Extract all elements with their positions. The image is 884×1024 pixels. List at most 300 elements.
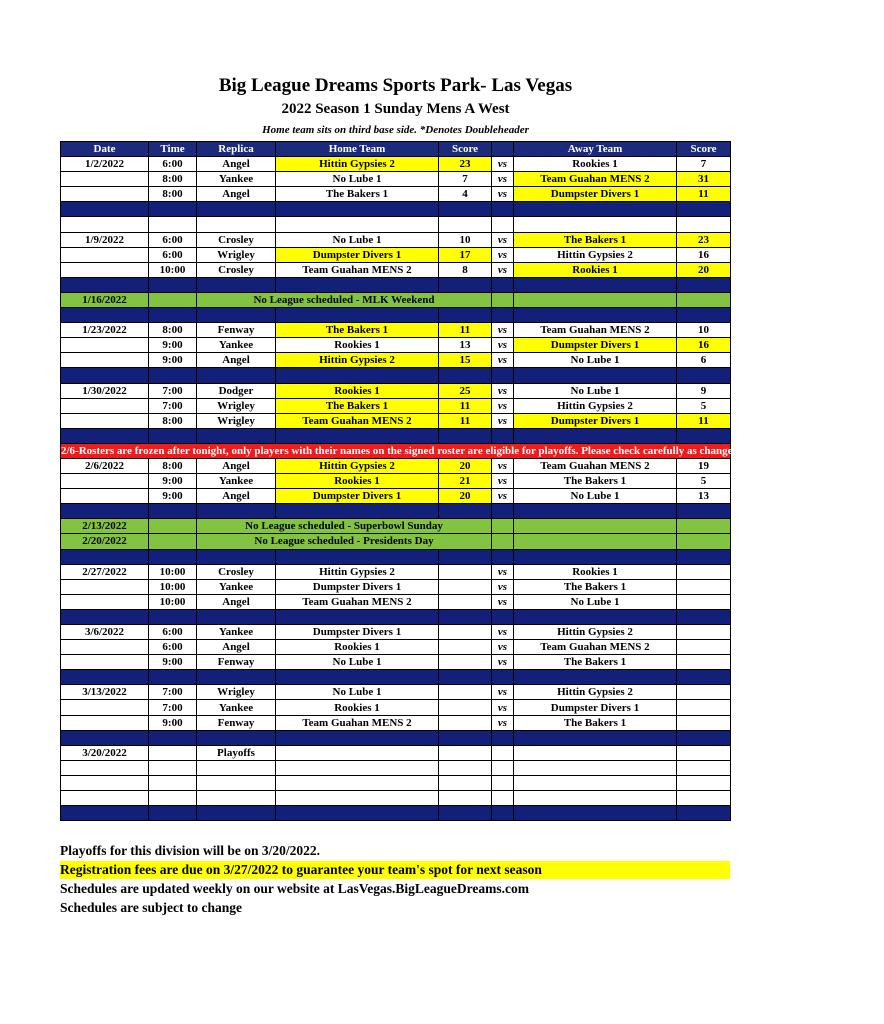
week-divider-row bbox=[61, 308, 731, 323]
empty-cell bbox=[514, 760, 677, 775]
schedule-note: Home team sits on third base side. *Denotes Doubleheader bbox=[262, 124, 529, 136]
game-row bbox=[61, 655, 731, 670]
empty-cell bbox=[439, 791, 492, 806]
date-cell: 3/20/2022 bbox=[61, 745, 149, 760]
divider-cell bbox=[492, 202, 514, 217]
empty-cell bbox=[276, 791, 439, 806]
away-score-cell: 9 bbox=[677, 383, 731, 398]
divider-cell bbox=[677, 670, 731, 685]
home-score-cell bbox=[439, 715, 492, 730]
col-header-vs bbox=[492, 142, 514, 157]
replica-cell: Yankee bbox=[197, 338, 276, 353]
divider-cell bbox=[514, 806, 677, 821]
week-divider-row bbox=[61, 202, 731, 217]
divider-cell bbox=[61, 308, 149, 323]
divider-cell bbox=[149, 730, 197, 745]
empty-cell bbox=[149, 775, 197, 790]
date-cell bbox=[61, 700, 149, 715]
divider-cell bbox=[149, 277, 197, 292]
game-row bbox=[61, 262, 731, 277]
divider-cell bbox=[439, 806, 492, 821]
date-cell bbox=[61, 715, 149, 730]
empty-cell bbox=[61, 217, 149, 232]
divider-cell bbox=[677, 609, 731, 624]
game-row bbox=[61, 594, 731, 609]
page-title: Big League Dreams Sports Park- Las Vegas bbox=[218, 75, 573, 96]
replica-cell: Fenway bbox=[197, 715, 276, 730]
empty-cell bbox=[514, 775, 677, 790]
date-cell bbox=[61, 474, 149, 489]
divider-cell bbox=[492, 428, 514, 443]
divider-cell bbox=[61, 368, 149, 383]
away-score-cell: 20 bbox=[677, 262, 731, 277]
game-row bbox=[61, 187, 731, 202]
replica-cell: Crosley bbox=[197, 262, 276, 277]
empty-cell bbox=[439, 775, 492, 790]
home-team-cell: Team Guahan MENS 2 bbox=[276, 715, 439, 730]
home-score-cell: 15 bbox=[439, 353, 492, 368]
away-score-cell: 16 bbox=[677, 338, 731, 353]
divider-cell bbox=[276, 609, 439, 624]
away-team-cell bbox=[514, 745, 677, 760]
divider-cell bbox=[61, 730, 149, 745]
page-subtitle: 2022 Season 1 Sunday Mens A West bbox=[281, 101, 510, 117]
divider-cell bbox=[514, 549, 677, 564]
vs-cell: vs bbox=[492, 338, 514, 353]
away-score-cell: 31 bbox=[677, 172, 731, 187]
divider-cell bbox=[149, 428, 197, 443]
date-cell: 2/27/2022 bbox=[61, 564, 149, 579]
home-score-cell: 21 bbox=[439, 474, 492, 489]
away-score-cell: 11 bbox=[677, 187, 731, 202]
home-score-cell: 25 bbox=[439, 383, 492, 398]
home-team-cell: Team Guahan MENS 2 bbox=[276, 413, 439, 428]
divider-cell bbox=[61, 670, 149, 685]
divider-cell bbox=[439, 504, 492, 519]
col-header-away-score: Score bbox=[677, 142, 731, 157]
divider-cell bbox=[276, 806, 439, 821]
home-team-cell: Dumpster Divers 1 bbox=[276, 625, 439, 640]
week-divider-row bbox=[61, 368, 731, 383]
empty-cell bbox=[276, 217, 439, 232]
time-cell: 9:00 bbox=[149, 353, 197, 368]
date-cell bbox=[61, 640, 149, 655]
table-header-row bbox=[61, 142, 731, 157]
home-score-cell: 13 bbox=[439, 338, 492, 353]
vs-cell: vs bbox=[492, 157, 514, 172]
vs-cell: vs bbox=[492, 262, 514, 277]
divider-cell bbox=[677, 428, 731, 443]
replica-cell: Yankee bbox=[197, 474, 276, 489]
divider-cell bbox=[492, 609, 514, 624]
game-row bbox=[61, 413, 731, 428]
vs-cell: vs bbox=[492, 323, 514, 338]
divider-cell bbox=[492, 504, 514, 519]
empty-cell bbox=[492, 791, 514, 806]
empty-cell bbox=[197, 775, 276, 790]
empty-cell bbox=[276, 760, 439, 775]
away-team-cell: The Bakers 1 bbox=[514, 232, 677, 247]
date-cell: 1/2/2022 bbox=[61, 157, 149, 172]
divider-cell bbox=[439, 368, 492, 383]
home-score-cell bbox=[439, 700, 492, 715]
game-row bbox=[61, 640, 731, 655]
divider-cell bbox=[492, 549, 514, 564]
away-score-cell bbox=[677, 685, 731, 700]
week-divider-row bbox=[61, 730, 731, 745]
away-team-cell: Rookies 1 bbox=[514, 262, 677, 277]
col-header-replica: Replica bbox=[197, 142, 276, 157]
divider-cell bbox=[677, 308, 731, 323]
empty-cell bbox=[514, 519, 677, 534]
empty-cell bbox=[492, 775, 514, 790]
time-cell: 6:00 bbox=[149, 625, 197, 640]
away-team-cell: Team Guahan MENS 2 bbox=[514, 640, 677, 655]
home-score-cell: 4 bbox=[439, 187, 492, 202]
divider-cell bbox=[677, 368, 731, 383]
home-team-cell: Dumpster Divers 1 bbox=[276, 489, 439, 504]
empty-cell bbox=[197, 760, 276, 775]
away-score-cell bbox=[677, 715, 731, 730]
away-score-cell: 6 bbox=[677, 353, 731, 368]
divider-cell bbox=[439, 277, 492, 292]
away-team-cell: Hittin Gypsies 2 bbox=[514, 247, 677, 262]
registration-note: Registration fees are due on 3/27/2022 to guarantee your team's spot for next season bbox=[60, 861, 730, 879]
empty-cell bbox=[492, 519, 514, 534]
divider-cell bbox=[61, 277, 149, 292]
away-score-cell: 11 bbox=[677, 413, 731, 428]
divider-cell bbox=[677, 730, 731, 745]
divider-cell bbox=[197, 670, 276, 685]
divider-cell bbox=[439, 730, 492, 745]
divider-cell bbox=[492, 730, 514, 745]
home-score-cell bbox=[439, 640, 492, 655]
vs-cell: vs bbox=[492, 247, 514, 262]
away-team-cell: No Lube 1 bbox=[514, 353, 677, 368]
home-team-cell: Dumpster Divers 1 bbox=[276, 579, 439, 594]
away-team-cell: Hittin Gypsies 2 bbox=[514, 398, 677, 413]
date-cell bbox=[61, 579, 149, 594]
away-team-cell: The Bakers 1 bbox=[514, 474, 677, 489]
date-cell: 1/23/2022 bbox=[61, 323, 149, 338]
home-score-cell: 17 bbox=[439, 247, 492, 262]
home-team-cell: The Bakers 1 bbox=[276, 398, 439, 413]
empty-cell bbox=[677, 791, 731, 806]
game-row bbox=[61, 564, 731, 579]
home-team-cell: The Bakers 1 bbox=[276, 323, 439, 338]
away-team-cell: Hittin Gypsies 2 bbox=[514, 625, 677, 640]
divider-cell bbox=[197, 609, 276, 624]
away-score-cell: 19 bbox=[677, 458, 731, 473]
divider-cell bbox=[197, 428, 276, 443]
home-team-cell: No Lube 1 bbox=[276, 232, 439, 247]
vs-cell: vs bbox=[492, 700, 514, 715]
divider-cell bbox=[514, 308, 677, 323]
divider-cell bbox=[197, 202, 276, 217]
divider-cell bbox=[677, 806, 731, 821]
date-cell bbox=[61, 262, 149, 277]
home-score-cell bbox=[439, 625, 492, 640]
away-score-cell: 10 bbox=[677, 323, 731, 338]
home-score-cell: 23 bbox=[439, 157, 492, 172]
time-cell: 9:00 bbox=[149, 715, 197, 730]
replica-cell: Yankee bbox=[197, 172, 276, 187]
divider-cell bbox=[276, 428, 439, 443]
divider-cell bbox=[514, 504, 677, 519]
vs-cell: vs bbox=[492, 398, 514, 413]
away-score-cell bbox=[677, 745, 731, 760]
divider-cell bbox=[439, 202, 492, 217]
time-cell: 8:00 bbox=[149, 187, 197, 202]
home-team-cell: Hittin Gypsies 2 bbox=[276, 353, 439, 368]
home-team-cell: Rookies 1 bbox=[276, 474, 439, 489]
vs-cell: vs bbox=[492, 640, 514, 655]
away-score-cell bbox=[677, 655, 731, 670]
away-score-cell: 7 bbox=[677, 157, 731, 172]
game-row bbox=[61, 579, 731, 594]
divider-cell bbox=[492, 277, 514, 292]
divider-cell bbox=[439, 670, 492, 685]
divider-cell bbox=[514, 202, 677, 217]
time-cell: 10:00 bbox=[149, 579, 197, 594]
replica-cell: Fenway bbox=[197, 655, 276, 670]
divider-cell bbox=[514, 277, 677, 292]
date-cell bbox=[61, 247, 149, 262]
week-divider-row bbox=[61, 549, 731, 564]
game-row bbox=[61, 353, 731, 368]
empty-cell bbox=[439, 217, 492, 232]
away-score-cell: 5 bbox=[677, 398, 731, 413]
game-row bbox=[61, 172, 731, 187]
vs-cell: vs bbox=[492, 625, 514, 640]
away-team-cell: Dumpster Divers 1 bbox=[514, 700, 677, 715]
divider-cell bbox=[677, 549, 731, 564]
time-cell: 10:00 bbox=[149, 594, 197, 609]
date-cell: 1/16/2022 bbox=[61, 292, 149, 307]
away-team-cell: The Bakers 1 bbox=[514, 715, 677, 730]
date-cell bbox=[61, 398, 149, 413]
week-divider-row bbox=[61, 806, 731, 821]
divider-cell bbox=[514, 670, 677, 685]
empty-cell bbox=[677, 217, 731, 232]
no-games-text: No League scheduled - Superbowl Sunday bbox=[197, 519, 492, 534]
vs-cell: vs bbox=[492, 232, 514, 247]
divider-cell bbox=[197, 308, 276, 323]
schedule-body bbox=[61, 157, 884, 821]
home-team-cell: Hittin Gypsies 2 bbox=[276, 157, 439, 172]
replica-cell: Yankee bbox=[197, 700, 276, 715]
away-score-cell bbox=[677, 564, 731, 579]
time-cell: 9:00 bbox=[149, 655, 197, 670]
away-score-cell bbox=[677, 625, 731, 640]
replica-cell: Playoffs bbox=[197, 745, 276, 760]
empty-cell bbox=[149, 292, 197, 307]
vs-cell: vs bbox=[492, 579, 514, 594]
away-team-cell: Team Guahan MENS 2 bbox=[514, 458, 677, 473]
home-score-cell: 20 bbox=[439, 458, 492, 473]
home-score-cell bbox=[439, 685, 492, 700]
empty-cell bbox=[514, 292, 677, 307]
date-cell: 2/20/2022 bbox=[61, 534, 149, 549]
divider-cell bbox=[61, 806, 149, 821]
divider-cell bbox=[276, 308, 439, 323]
divider-cell bbox=[61, 504, 149, 519]
divider-cell bbox=[439, 609, 492, 624]
vs-cell: vs bbox=[492, 564, 514, 579]
game-row bbox=[61, 323, 731, 338]
divider-cell bbox=[149, 202, 197, 217]
divider-cell bbox=[149, 670, 197, 685]
away-team-cell: Hittin Gypsies 2 bbox=[514, 685, 677, 700]
divider-cell bbox=[439, 428, 492, 443]
divider-cell bbox=[197, 277, 276, 292]
empty-cell bbox=[492, 760, 514, 775]
away-team-cell: No Lube 1 bbox=[514, 383, 677, 398]
home-team-cell: Hittin Gypsies 2 bbox=[276, 564, 439, 579]
playoffs-note: Playoffs for this division will be on 3/20/2022. bbox=[60, 843, 321, 858]
time-cell: 6:00 bbox=[149, 232, 197, 247]
time-cell bbox=[149, 745, 197, 760]
home-score-cell bbox=[439, 655, 492, 670]
week-divider-row bbox=[61, 670, 731, 685]
vs-cell: vs bbox=[492, 458, 514, 473]
away-score-cell bbox=[677, 594, 731, 609]
home-team-cell: Rookies 1 bbox=[276, 338, 439, 353]
empty-cell bbox=[61, 791, 149, 806]
vs-cell bbox=[492, 745, 514, 760]
divider-cell bbox=[197, 504, 276, 519]
blank-row bbox=[61, 775, 731, 790]
home-team-cell: Team Guahan MENS 2 bbox=[276, 594, 439, 609]
date-cell bbox=[61, 187, 149, 202]
empty-cell bbox=[514, 534, 677, 549]
away-team-cell: Dumpster Divers 1 bbox=[514, 338, 677, 353]
game-row bbox=[61, 489, 731, 504]
vs-cell: vs bbox=[492, 187, 514, 202]
time-cell: 9:00 bbox=[149, 474, 197, 489]
blank-row bbox=[61, 791, 731, 806]
away-score-cell bbox=[677, 640, 731, 655]
empty-cell bbox=[492, 217, 514, 232]
home-score-cell: 10 bbox=[439, 232, 492, 247]
no-games-row bbox=[61, 519, 731, 534]
col-header-home-score: Score bbox=[439, 142, 492, 157]
empty-cell bbox=[61, 760, 149, 775]
empty-cell bbox=[677, 775, 731, 790]
empty-cell bbox=[276, 775, 439, 790]
game-row bbox=[61, 474, 731, 489]
empty-cell bbox=[197, 791, 276, 806]
replica-cell: Angel bbox=[197, 594, 276, 609]
divider-cell bbox=[514, 368, 677, 383]
home-team-cell: No Lube 1 bbox=[276, 655, 439, 670]
replica-cell: Crosley bbox=[197, 564, 276, 579]
game-row bbox=[61, 458, 731, 473]
empty-cell bbox=[677, 519, 731, 534]
game-row bbox=[61, 745, 731, 760]
game-row bbox=[61, 338, 731, 353]
no-games-row bbox=[61, 534, 731, 549]
home-score-cell bbox=[439, 564, 492, 579]
date-cell bbox=[61, 594, 149, 609]
divider-cell bbox=[149, 549, 197, 564]
date-cell bbox=[61, 489, 149, 504]
empty-cell bbox=[492, 534, 514, 549]
game-row bbox=[61, 715, 731, 730]
col-header-away-team: Away Team bbox=[514, 142, 677, 157]
home-score-cell bbox=[439, 579, 492, 594]
time-cell: 7:00 bbox=[149, 685, 197, 700]
divider-cell bbox=[149, 504, 197, 519]
home-score-cell: 8 bbox=[439, 262, 492, 277]
blank-row bbox=[61, 760, 731, 775]
home-team-cell: No Lube 1 bbox=[276, 172, 439, 187]
time-cell: 8:00 bbox=[149, 413, 197, 428]
empty-cell bbox=[149, 217, 197, 232]
away-score-cell bbox=[677, 700, 731, 715]
date-cell bbox=[61, 338, 149, 353]
divider-cell bbox=[514, 730, 677, 745]
divider-cell bbox=[276, 368, 439, 383]
divider-cell bbox=[149, 308, 197, 323]
replica-cell: Wrigley bbox=[197, 247, 276, 262]
vs-cell: vs bbox=[492, 353, 514, 368]
divider-cell bbox=[514, 609, 677, 624]
time-cell: 6:00 bbox=[149, 157, 197, 172]
time-cell: 8:00 bbox=[149, 172, 197, 187]
replica-cell: Angel bbox=[197, 157, 276, 172]
divider-cell bbox=[514, 428, 677, 443]
empty-cell bbox=[492, 292, 514, 307]
away-team-cell: Dumpster Divers 1 bbox=[514, 187, 677, 202]
time-cell: 10:00 bbox=[149, 564, 197, 579]
home-team-cell: Team Guahan MENS 2 bbox=[276, 262, 439, 277]
game-row bbox=[61, 625, 731, 640]
replica-cell: Crosley bbox=[197, 232, 276, 247]
replica-cell: Wrigley bbox=[197, 685, 276, 700]
home-team-cell: Hittin Gypsies 2 bbox=[276, 458, 439, 473]
empty-cell bbox=[197, 217, 276, 232]
col-header-home-team: Home Team bbox=[276, 142, 439, 157]
vs-cell: vs bbox=[492, 383, 514, 398]
no-games-row bbox=[61, 292, 731, 307]
divider-cell bbox=[677, 202, 731, 217]
divider-cell bbox=[197, 549, 276, 564]
home-team-cell: No Lube 1 bbox=[276, 685, 439, 700]
empty-cell bbox=[677, 534, 731, 549]
time-cell: 8:00 bbox=[149, 458, 197, 473]
divider-cell bbox=[197, 730, 276, 745]
vs-cell: vs bbox=[492, 172, 514, 187]
divider-cell bbox=[276, 670, 439, 685]
replica-cell: Yankee bbox=[197, 625, 276, 640]
home-score-cell: 11 bbox=[439, 323, 492, 338]
time-cell: 7:00 bbox=[149, 398, 197, 413]
divider-cell bbox=[61, 609, 149, 624]
date-cell bbox=[61, 655, 149, 670]
replica-cell: Angel bbox=[197, 353, 276, 368]
divider-cell bbox=[276, 730, 439, 745]
replica-cell: Angel bbox=[197, 187, 276, 202]
divider-cell bbox=[149, 806, 197, 821]
empty-cell bbox=[149, 534, 197, 549]
divider-cell bbox=[276, 549, 439, 564]
game-row bbox=[61, 157, 731, 172]
time-cell: 7:00 bbox=[149, 383, 197, 398]
divider-cell bbox=[276, 277, 439, 292]
empty-cell bbox=[149, 791, 197, 806]
change-note: Schedules are subject to change bbox=[60, 900, 242, 915]
